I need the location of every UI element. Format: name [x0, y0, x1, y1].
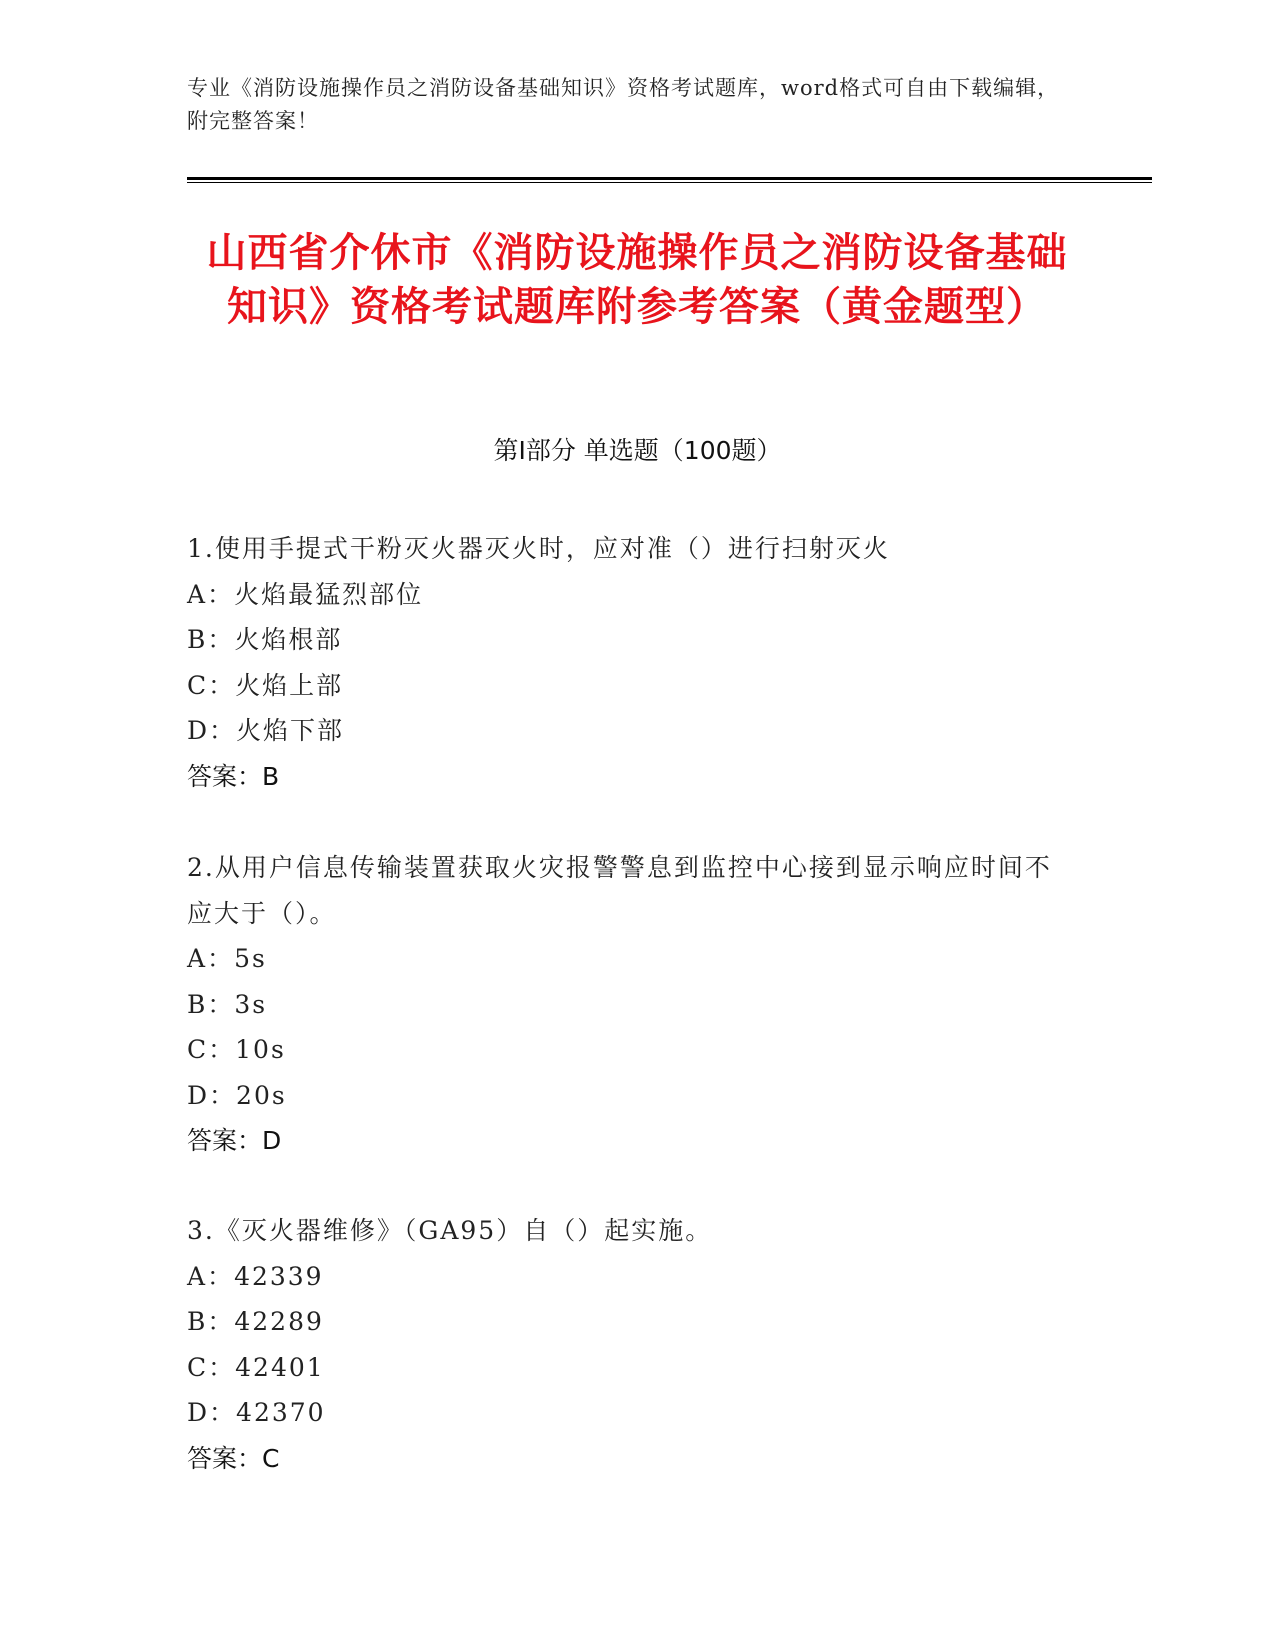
option-text: 42370	[236, 1398, 326, 1427]
option-c	[187, 1345, 1067, 1391]
option-text: 3s	[234, 989, 268, 1019]
answer-line: 答案：B	[187, 761, 280, 791]
option-d	[187, 1073, 1067, 1119]
question-stem: 1.使用手提式干粉灭火器灭火时，应对准（）进行扫射灭火	[187, 534, 890, 563]
document-title: 山西省介休市《消防设施操作员之消防设备基础知识》资格考试题库附参考答案（黄金题型）	[206, 230, 1068, 330]
option-text: 火焰根部	[234, 625, 343, 654]
option-d	[187, 1390, 1067, 1436]
header-rule-thick	[187, 177, 1152, 180]
header-note: 专业《消防设施操作员之消防设备基础知识》资格考试题库，word格式可自由下载编辑，附完整答案！	[187, 76, 1060, 133]
option-letter: B：	[187, 1307, 235, 1336]
question-2	[187, 845, 1067, 1164]
option-letter: C：	[187, 1352, 236, 1382]
option-a	[187, 1254, 1067, 1300]
option-d	[187, 708, 1067, 754]
question-stem: 3.《灭火器维修》（GA95）自（）起实施。	[187, 1216, 713, 1245]
option-c	[187, 663, 1067, 709]
option-b	[187, 1299, 1067, 1345]
option-a	[187, 572, 1067, 618]
option-text: 火焰最猛烈部位	[234, 579, 424, 609]
option-text: 10s	[235, 1035, 286, 1064]
option-b	[187, 982, 1067, 1028]
option-letter: B：	[187, 625, 235, 654]
option-text: 火焰下部	[236, 716, 345, 745]
option-b	[187, 617, 1067, 663]
option-letter: A：	[187, 1261, 235, 1291]
option-letter: A：	[187, 579, 235, 609]
option-letter: C：	[187, 1035, 236, 1064]
question-stem: 2.从用户信息传输装置获取火灾报警警息到监控中心接到显示响应时间不应大于（）。	[187, 853, 1052, 928]
option-text: 42289	[234, 1307, 324, 1336]
option-letter: A：	[187, 944, 235, 973]
question-1	[187, 526, 1067, 799]
option-text: 火焰上部	[235, 670, 344, 700]
option-text: 42339	[234, 1261, 324, 1291]
header-rule-thin	[187, 182, 1152, 183]
option-letter: C：	[187, 670, 236, 700]
section-heading: 第I部分 单选题（100题）	[493, 436, 782, 465]
option-c	[187, 1027, 1067, 1073]
option-letter: D：	[187, 1398, 237, 1427]
answer-line: 答案：D	[187, 1126, 282, 1155]
answer-line: 答案：C	[187, 1443, 280, 1473]
option-a	[187, 936, 1067, 982]
question-3	[187, 1208, 1067, 1481]
option-letter: D：	[187, 716, 237, 745]
option-letter: B：	[187, 989, 235, 1019]
option-text: 42401	[235, 1352, 325, 1382]
option-letter: D：	[187, 1080, 237, 1110]
option-text: 20s	[236, 1080, 287, 1110]
option-text: 5s	[234, 944, 267, 973]
